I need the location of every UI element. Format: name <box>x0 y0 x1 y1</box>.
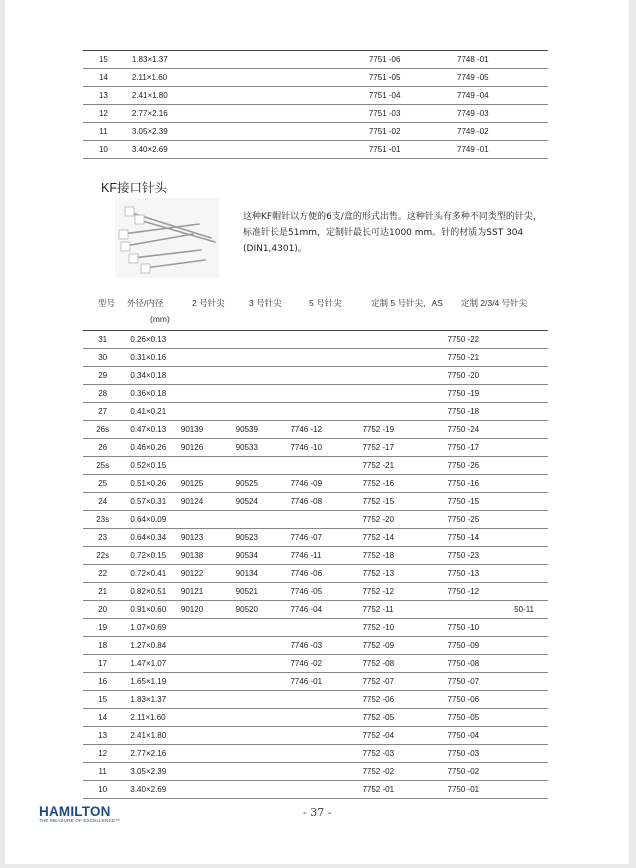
cell-od-id: 0.36×0.18 <box>122 385 181 403</box>
cell-od-id: 3.40×2.69 <box>124 141 183 159</box>
cell-tip-5 <box>290 781 362 799</box>
table-row <box>83 421 548 439</box>
cell-custom-5: 7751 -05 <box>369 69 453 87</box>
cell-tip-2: 90139 <box>181 421 236 439</box>
cell-tip-3 <box>236 691 291 709</box>
cell-custom-5: 7752 -10 <box>362 619 443 637</box>
cell-custom-5: 7752 -16 <box>362 475 443 493</box>
cell-type: 11 <box>83 123 124 141</box>
cell-tip-3 <box>236 727 291 745</box>
cell-tip-2 <box>181 637 236 655</box>
cell-custom-234: 7750 -14 <box>444 529 548 547</box>
cell-tip-2: 90126 <box>181 439 236 457</box>
table-row <box>83 367 548 385</box>
cell-custom-234: 7750 -15 <box>444 493 548 511</box>
cell-od-id: 1.65×1.19 <box>122 673 181 691</box>
table-row <box>83 781 548 799</box>
cell-custom-234: 7750 -03 <box>444 745 548 763</box>
cell-tip-2 <box>183 69 239 87</box>
cell-od-id: 1.83×1.37 <box>122 691 181 709</box>
cell-tip-2 <box>181 727 236 745</box>
cell-tip-5 <box>295 141 368 159</box>
cell-custom-5: 7752 -11 <box>362 601 443 619</box>
cell-od-id: 3.40×2.69 <box>122 781 181 799</box>
cell-tip-2 <box>181 709 236 727</box>
cell-custom-234: 7748 -01 <box>453 51 548 69</box>
table-row <box>83 475 548 493</box>
cell-custom-234: 7749 -04 <box>453 87 548 105</box>
table-row <box>83 141 548 159</box>
cell-od-id: 0.64×0.09 <box>122 511 181 529</box>
cell-custom-234: 7750 -20 <box>444 367 548 385</box>
cell-custom-5: 7752 -07 <box>362 673 443 691</box>
cell-type: 13 <box>83 87 124 105</box>
cell-tip-5 <box>290 331 362 349</box>
cell-tip-2 <box>181 763 236 781</box>
cell-custom-5 <box>362 385 443 403</box>
header-type: 型号 <box>98 298 116 308</box>
table-header <box>83 297 548 327</box>
cell-type: 10 <box>83 141 124 159</box>
cell-custom-5: 7752 -14 <box>362 529 443 547</box>
cell-type: 31 <box>83 331 122 349</box>
cell-type: 29 <box>83 367 122 385</box>
needle-product-photo <box>115 198 219 278</box>
cell-custom-234: 7750 -09 <box>444 637 548 655</box>
cell-custom-234: 7750 -07 <box>444 673 548 691</box>
cell-tip-5 <box>290 727 362 745</box>
cell-type: 27 <box>83 403 122 421</box>
cell-type: 14 <box>83 69 124 87</box>
cell-tip-5 <box>290 709 362 727</box>
cell-type: 26 <box>83 439 122 457</box>
table-row <box>83 727 548 745</box>
cell-custom-5: 7752 -18 <box>362 547 443 565</box>
cell-tip-5 <box>290 403 362 421</box>
cell-od-id: 0.72×0.15 <box>122 547 181 565</box>
cell-tip-5: 7746 -08 <box>290 493 362 511</box>
brand-name: HAMILTON <box>39 804 111 819</box>
cell-tip-3: 90533 <box>236 439 291 457</box>
table-row <box>83 745 548 763</box>
cell-custom-234: 7750 -08 <box>444 655 548 673</box>
cell-custom-5 <box>362 403 443 421</box>
cell-type: 16 <box>83 673 122 691</box>
cell-od-id: 1.27×0.84 <box>122 637 181 655</box>
cell-tip-3 <box>236 655 291 673</box>
section-title: KF接口针头 <box>101 181 167 195</box>
cell-tip-3: 90525 <box>236 475 291 493</box>
cell-tip-2: 90120 <box>181 601 236 619</box>
table-row <box>83 529 548 547</box>
cell-custom-234: 7750 -24 <box>444 421 548 439</box>
cell-tip-2 <box>181 745 236 763</box>
kf-needle-table <box>83 330 548 799</box>
cell-type: 13 <box>83 727 122 745</box>
cell-tip-5 <box>295 51 368 69</box>
cell-od-id: 2.41×1.80 <box>124 87 183 105</box>
top-needle-table <box>83 50 548 159</box>
cell-type: 21 <box>83 583 122 601</box>
cell-tip-3: 90534 <box>236 547 291 565</box>
cell-custom-5: 7752 -09 <box>362 637 443 655</box>
cell-type: 22 <box>83 565 122 583</box>
table-row <box>83 493 548 511</box>
cell-tip-3: 90523 <box>236 529 291 547</box>
cell-type: 24 <box>83 493 122 511</box>
cell-tip-5 <box>290 763 362 781</box>
cell-custom-234: 50-11 <box>444 601 548 619</box>
cell-tip-3 <box>236 763 291 781</box>
cell-tip-3: 90524 <box>236 493 291 511</box>
cell-type: 25s <box>83 457 122 475</box>
cell-tip-3 <box>236 331 291 349</box>
table-row <box>83 331 548 349</box>
cell-od-id: 0.64×0.34 <box>122 529 181 547</box>
cell-tip-5: 7746 -04 <box>290 601 362 619</box>
table-row <box>83 69 548 87</box>
cell-od-id: 0.91×0.60 <box>122 601 181 619</box>
cell-type: 30 <box>83 349 122 367</box>
table-row <box>83 403 548 421</box>
cell-tip-5 <box>290 511 362 529</box>
cell-custom-234: 7750 -23 <box>444 547 548 565</box>
cell-type: 10 <box>83 781 122 799</box>
cell-tip-3 <box>239 51 295 69</box>
cell-tip-2: 90122 <box>181 565 236 583</box>
cell-custom-5: 7752 -03 <box>362 745 443 763</box>
cell-od-id: 3.05×2.39 <box>122 763 181 781</box>
cell-tip-2 <box>183 123 239 141</box>
cell-custom-5: 7752 -12 <box>362 583 443 601</box>
section-description: 这种KF帽针以方便的6支/盒的形式出售。这种针头有多种不同类型的针尖，标准针长是51mm，定制针最长可达1000 mm。针的材质为SST 304 (DIN1,4301)。 <box>243 212 542 254</box>
cell-type: 25 <box>83 475 122 493</box>
table-row <box>83 691 548 709</box>
cell-tip-2 <box>181 349 236 367</box>
cell-tip-5 <box>295 87 368 105</box>
cell-tip-2 <box>181 385 236 403</box>
cell-tip-2 <box>181 457 236 475</box>
cell-custom-234: 7750 -25 <box>444 511 548 529</box>
cell-custom-234: 7750 -04 <box>444 727 548 745</box>
document-page <box>5 0 629 864</box>
cell-od-id: 2.41×1.80 <box>122 727 181 745</box>
cell-tip-5: 7746 -10 <box>290 439 362 457</box>
cell-custom-5: 7752 -13 <box>362 565 443 583</box>
cell-custom-234: 7750 -06 <box>444 691 548 709</box>
cell-custom-234: 7750 -10 <box>444 619 548 637</box>
cell-type: 17 <box>83 655 122 673</box>
cell-tip-2 <box>181 619 236 637</box>
cell-type: 28 <box>83 385 122 403</box>
cell-tip-3 <box>236 637 291 655</box>
cell-tip-2: 90121 <box>181 583 236 601</box>
cell-custom-234: 7750 -05 <box>444 709 548 727</box>
cell-od-id: 2.11×1.60 <box>122 709 181 727</box>
brand-tagline: THE MEASURE OF EXCELLENCE™ <box>39 818 120 823</box>
table-row <box>83 583 548 601</box>
cell-tip-5: 7746 -09 <box>290 475 362 493</box>
cell-custom-5: 7752 -05 <box>362 709 443 727</box>
table-row <box>83 511 548 529</box>
cell-od-id: 2.77×2.16 <box>122 745 181 763</box>
cell-custom-5: 7752 -02 <box>362 763 443 781</box>
header-custom-234: 定制 2/3/4 号针尖 <box>461 298 528 308</box>
cell-od-id: 0.57×0.31 <box>122 493 181 511</box>
table-row <box>83 619 548 637</box>
cell-tip-5: 7746 -05 <box>290 583 362 601</box>
cell-custom-5: 7752 -20 <box>362 511 443 529</box>
cell-od-id: 3.05×2.39 <box>124 123 183 141</box>
cell-tip-3 <box>239 69 295 87</box>
cell-custom-234: 7750 -17 <box>444 439 548 457</box>
cell-od-id: 0.41×0.21 <box>122 403 181 421</box>
cell-tip-3 <box>239 105 295 123</box>
cell-od-id: 0.52×0.15 <box>122 457 181 475</box>
cell-custom-5 <box>362 331 443 349</box>
cell-od-id: 0.31×0.16 <box>122 349 181 367</box>
cell-tip-3: 90539 <box>236 421 291 439</box>
cell-tip-2 <box>181 691 236 709</box>
cell-tip-3 <box>239 87 295 105</box>
cell-od-id: 1.83×1.37 <box>124 51 183 69</box>
cell-custom-5: 7752 -19 <box>362 421 443 439</box>
table-row <box>83 457 548 475</box>
cell-tip-5: 7746 -11 <box>290 547 362 565</box>
cell-od-id: 0.82×0.51 <box>122 583 181 601</box>
cell-type: 14 <box>83 709 122 727</box>
cell-custom-5 <box>362 367 443 385</box>
cell-tip-3 <box>236 367 291 385</box>
cell-od-id: 0.51×0.26 <box>122 475 181 493</box>
cell-custom-5: 7752 -15 <box>362 493 443 511</box>
header-unit: (mm) <box>150 314 170 324</box>
cell-custom-234: 7750 -02 <box>444 763 548 781</box>
cell-tip-5 <box>290 367 362 385</box>
table-row <box>83 385 548 403</box>
cell-tip-2: 90124 <box>181 493 236 511</box>
cell-tip-5 <box>290 745 362 763</box>
table-row <box>83 673 548 691</box>
cell-tip-3: 90521 <box>236 583 291 601</box>
cell-tip-3 <box>236 745 291 763</box>
cell-custom-5: 7751 -01 <box>369 141 453 159</box>
cell-custom-234: 7750 -22 <box>444 331 548 349</box>
cell-od-id: 0.26×0.13 <box>122 331 181 349</box>
cell-custom-5: 7752 -08 <box>362 655 443 673</box>
cell-od-id: 1.07×0.69 <box>122 619 181 637</box>
cell-type: 23s <box>83 511 122 529</box>
cell-tip-2: 90125 <box>181 475 236 493</box>
cell-custom-234: 7749 -02 <box>453 123 548 141</box>
cell-tip-5 <box>295 123 368 141</box>
cell-tip-5 <box>295 69 368 87</box>
cell-type: 12 <box>83 745 122 763</box>
cell-tip-3: 90134 <box>236 565 291 583</box>
cell-od-id: 0.72×0.41 <box>122 565 181 583</box>
cell-custom-234: 7750 -13 <box>444 565 548 583</box>
cell-tip-3 <box>236 619 291 637</box>
cell-od-id: 0.47×0.13 <box>122 421 181 439</box>
cell-tip-3 <box>236 709 291 727</box>
cell-tip-3 <box>236 781 291 799</box>
header-od-id: 外径/内径 <box>127 298 164 308</box>
table-row <box>83 123 548 141</box>
cell-tip-5: 7746 -03 <box>290 637 362 655</box>
cell-type: 20 <box>83 601 122 619</box>
cell-type: 22s <box>83 547 122 565</box>
cell-custom-234: 7749 -05 <box>453 69 548 87</box>
table-row <box>83 601 548 619</box>
cell-tip-2 <box>181 331 236 349</box>
cell-custom-5: 7752 -04 <box>362 727 443 745</box>
cell-custom-234: 7750 -19 <box>444 385 548 403</box>
cell-type: 15 <box>83 691 122 709</box>
table-row <box>83 565 548 583</box>
cell-type: 19 <box>83 619 122 637</box>
page-number: - 37 - <box>303 806 332 819</box>
cell-tip-2 <box>181 673 236 691</box>
cell-tip-5 <box>290 691 362 709</box>
table-row <box>83 709 548 727</box>
cell-type: 23 <box>83 529 122 547</box>
cell-tip-2 <box>183 51 239 69</box>
cell-tip-2 <box>181 511 236 529</box>
cell-tip-3 <box>239 123 295 141</box>
table-row <box>83 655 548 673</box>
cell-custom-5: 7751 -06 <box>369 51 453 69</box>
cell-tip-2 <box>183 105 239 123</box>
cell-tip-3 <box>236 349 291 367</box>
table-row <box>83 763 548 781</box>
cell-type: 15 <box>83 51 124 69</box>
cell-custom-234: 7750 -12 <box>444 583 548 601</box>
cell-custom-5: 7751 -03 <box>369 105 453 123</box>
table-row <box>83 51 548 69</box>
cell-custom-234: 7750 -26 <box>444 457 548 475</box>
cell-od-id: 2.11×1.60 <box>124 69 183 87</box>
cell-od-id: 1.47×1.07 <box>122 655 181 673</box>
cell-type: 11 <box>83 763 122 781</box>
cell-tip-3 <box>236 511 291 529</box>
cell-custom-234: 7749 -01 <box>453 141 548 159</box>
table-row <box>83 547 548 565</box>
table-row <box>83 349 548 367</box>
cell-tip-5 <box>290 457 362 475</box>
cell-od-id: 0.46×0.26 <box>122 439 181 457</box>
cell-type: 26s <box>83 421 122 439</box>
cell-tip-3 <box>236 403 291 421</box>
cell-tip-3 <box>236 385 291 403</box>
cell-tip-2: 90123 <box>181 529 236 547</box>
cell-type: 18 <box>83 637 122 655</box>
cell-tip-2 <box>181 781 236 799</box>
cell-custom-5: 7751 -02 <box>369 123 453 141</box>
header-tip-5: 5 号针尖 <box>309 298 342 308</box>
cell-tip-5: 7746 -02 <box>290 655 362 673</box>
cell-tip-5: 7746 -06 <box>290 565 362 583</box>
cell-tip-2 <box>181 655 236 673</box>
cell-tip-2 <box>183 87 239 105</box>
cell-custom-5 <box>362 349 443 367</box>
cell-tip-5 <box>290 385 362 403</box>
cell-custom-5: 7752 -21 <box>362 457 443 475</box>
cell-tip-2 <box>181 367 236 385</box>
cell-tip-5: 7746 -01 <box>290 673 362 691</box>
cell-tip-5 <box>290 619 362 637</box>
cell-custom-234: 7750 -01 <box>444 781 548 799</box>
header-tip-3: 3 号针尖 <box>249 298 282 308</box>
cell-tip-2 <box>183 141 239 159</box>
cell-custom-234: 7750 -21 <box>444 349 548 367</box>
header-custom-5: 定制 5 号针尖，AS <box>371 298 443 308</box>
cell-tip-5 <box>295 105 368 123</box>
cell-tip-2 <box>181 403 236 421</box>
cell-type: 12 <box>83 105 124 123</box>
header-tip-2: 2 号针尖 <box>192 298 225 308</box>
cell-tip-5: 7746 -07 <box>290 529 362 547</box>
table-row <box>83 439 548 457</box>
cell-custom-234: 7750 -18 <box>444 403 548 421</box>
table-row <box>83 105 548 123</box>
cell-tip-5 <box>290 349 362 367</box>
cell-tip-3 <box>236 457 291 475</box>
table-row <box>83 637 548 655</box>
cell-custom-234: 7750 -16 <box>444 475 548 493</box>
cell-tip-3 <box>236 673 291 691</box>
cell-od-id: 0.34×0.18 <box>122 367 181 385</box>
cell-custom-234: 7749 -03 <box>453 105 548 123</box>
hamilton-logo <box>39 805 120 824</box>
cell-tip-2: 90138 <box>181 547 236 565</box>
cell-custom-5: 7752 -01 <box>362 781 443 799</box>
cell-tip-3: 90520 <box>236 601 291 619</box>
cell-custom-5: 7752 -17 <box>362 439 443 457</box>
cell-tip-3 <box>239 141 295 159</box>
cell-custom-5: 7752 -06 <box>362 691 443 709</box>
cell-tip-5: 7746 -12 <box>290 421 362 439</box>
cell-od-id: 2.77×2.16 <box>124 105 183 123</box>
cell-custom-5: 7751 -04 <box>369 87 453 105</box>
table-row <box>83 87 548 105</box>
